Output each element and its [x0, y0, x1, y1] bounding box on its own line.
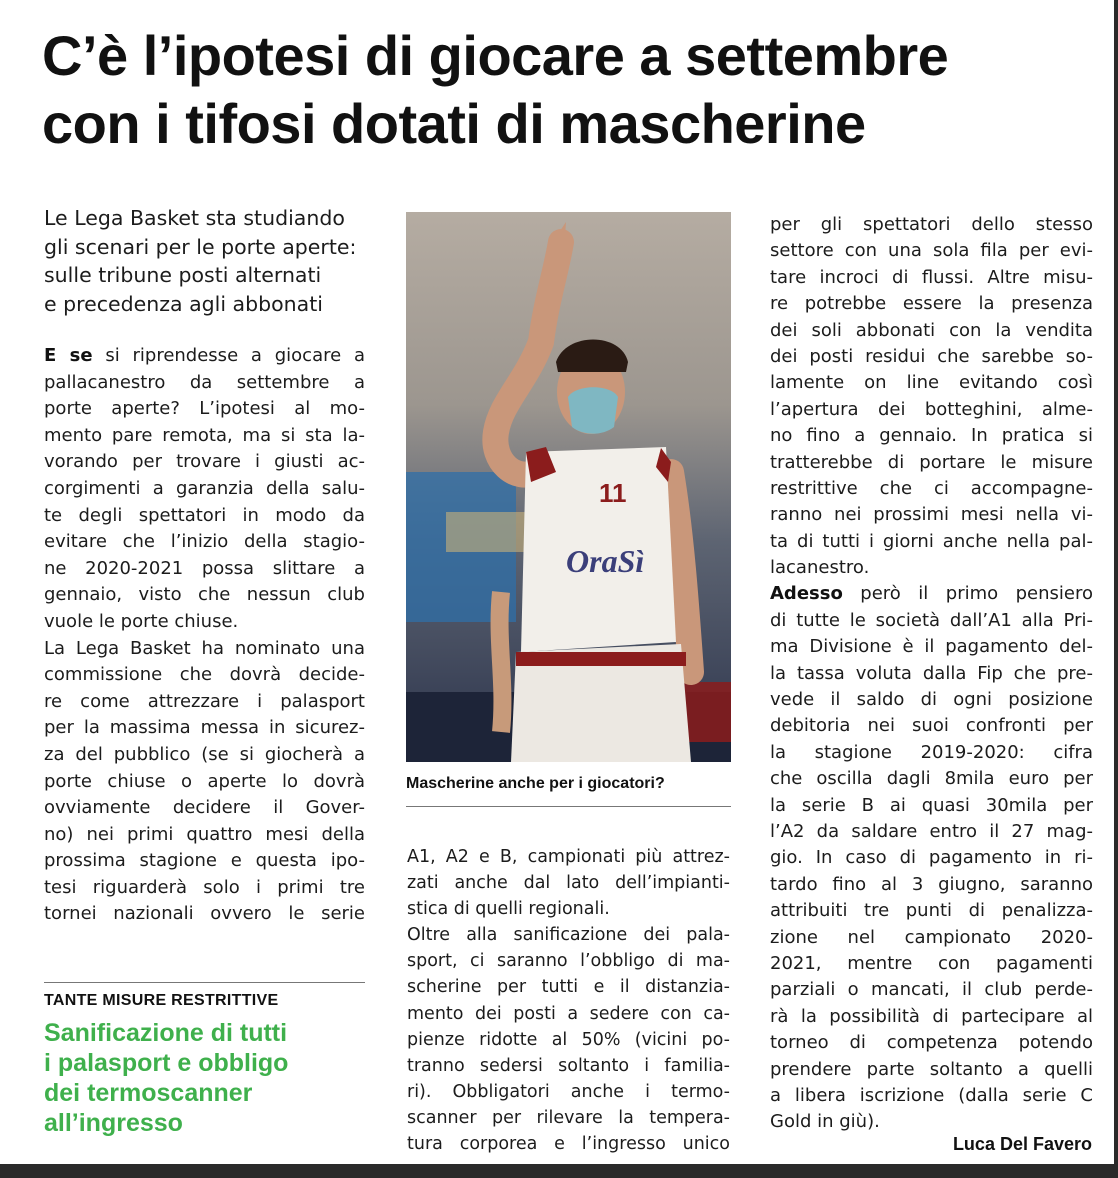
text-line: gio. In caso di pagamento in ri-	[770, 847, 1093, 869]
text-line	[44, 343, 365, 370]
sidebar-title	[44, 1018, 374, 1138]
subhead-line: Le Lega Basket sta studiando	[44, 206, 345, 230]
text-line: l’A2 da saldare entro il 27 mag-	[770, 820, 1093, 842]
text-line: attribuiti tre punti di penalizza-	[770, 900, 1093, 922]
lead-in-bold: E se	[44, 345, 93, 366]
page-edge-bottom	[0, 1164, 1118, 1178]
text-line: tranno sedersi soltanto i familia-	[407, 1055, 730, 1076]
lead-in-rest: però il primo pensiero	[842, 583, 1093, 605]
text-line: stica di quelli regionali.	[407, 899, 610, 920]
text-line: settore con una sola fila per evi-	[770, 240, 1093, 262]
text-line: ta di tutti i giorni anche nella pal-	[770, 530, 1093, 552]
text-line: vuole le porte chiuse.	[44, 610, 239, 632]
headline-line: C’è l’ipotesi di giocare a settembre	[42, 24, 949, 87]
text-line	[770, 581, 1093, 607]
sidebar-kicker: TANTE MISURE RESTRITTIVE	[44, 992, 279, 1009]
article-subheadline	[44, 204, 374, 318]
author-byline: Luca Del Favero	[952, 1134, 1092, 1154]
text-line: re come attrezzare i palasport	[44, 690, 365, 712]
text-line: torneo di competenza potendo	[770, 1032, 1093, 1054]
jersey-sponsor: OraSì	[566, 543, 645, 579]
subhead-line: sulle tribune posti alternati	[44, 263, 322, 287]
text-line: la stagione 2019-2020: cifra	[770, 741, 1093, 763]
text-line: che oscilla dagli 8mila euro per	[770, 768, 1093, 790]
text-line: l’apertura dei botteghini, alme-	[770, 398, 1093, 420]
text-line: evitare che l’inizio della stagio-	[44, 531, 365, 553]
text-line: porte chiuse o aperte lo dovrà	[44, 770, 365, 792]
text-line: scherine per tutti e il distanzia-	[407, 977, 730, 998]
text-line: zione nel campionato 2020-	[770, 926, 1093, 948]
text-line: dei soli abbonati con la vendita	[770, 319, 1093, 341]
basketball-player-photo	[406, 212, 731, 762]
text-line: La Lega Basket ha nominato una	[44, 637, 365, 659]
text-line: tesi riguarderà solo i primi tre	[44, 876, 365, 898]
text-line: ovviamente decidere il Gover-	[44, 797, 365, 819]
text-line: ne 2020-2021 possa slittare a	[44, 557, 365, 579]
lead-in-rest: si riprendesse a giocare a	[92, 345, 365, 366]
text-line: mento pare remota, ma si sta la-	[44, 424, 365, 446]
text-line: ri). Obbligatori anche i termo-	[407, 1081, 730, 1102]
text-line: dei posti residui che sarebbe so-	[770, 345, 1093, 367]
sidebar-divider	[44, 982, 365, 983]
text-line: zati anche dal lato dell’impianti-	[407, 873, 730, 894]
text-line: sport, ci saranno l’obbligo di ma-	[407, 951, 730, 972]
text-line: tura corporea e l’ingresso unico	[407, 1134, 730, 1155]
jersey-number: 11	[599, 478, 627, 508]
lead-in-bold: Adesso	[770, 583, 843, 605]
text-line: di tutte le società dall’A1 alla Pri-	[770, 609, 1093, 631]
subhead-line: e precedenza agli abbonati	[44, 291, 323, 316]
text-line: per gli spettatori dello stesso	[770, 214, 1093, 235]
article-headline	[42, 22, 1102, 158]
headline-line: con i tifosi dotati di mascherine	[42, 92, 866, 155]
article-photo	[406, 212, 731, 762]
page-edge-right	[1114, 0, 1118, 1178]
sidebar-title-line: all’ingresso	[44, 1109, 183, 1137]
text-line: pallacanestro da settembre a	[44, 371, 365, 393]
text-line: porte aperte? L’ipotesi al mo-	[44, 398, 365, 420]
text-line: vorando per trovare i giusti ac-	[44, 451, 365, 473]
article-column-3	[770, 212, 1093, 1136]
text-line: prossima stagione e questa ipo-	[44, 850, 365, 872]
text-line: te degli spettatori in modo da	[44, 504, 365, 526]
article-column-2	[407, 844, 730, 1157]
text-line: mento dei posti a sedere con ca-	[407, 1003, 730, 1024]
text-line: vede il saldo di ogni posizione	[770, 689, 1093, 711]
text-line: A1, A2 e B, campionati più attrez-	[407, 847, 730, 867]
text-line: scanner per rilevare la tempera-	[407, 1107, 730, 1128]
text-line: no fino a gennaio. In pratica si	[770, 425, 1093, 447]
text-line: ranno nei prossimi mesi nella vi-	[770, 504, 1093, 526]
caption-divider	[406, 806, 731, 807]
text-line: Gold in giù).	[770, 1111, 880, 1133]
text-line: a libera iscrizione (dalla serie C	[770, 1084, 1093, 1106]
text-line: la tassa voluta dalla Fip che pre-	[770, 662, 1093, 684]
text-line: za del pubblico (se si giocherà a	[44, 743, 365, 765]
text-line: la serie B ai quasi 30mila per	[770, 794, 1093, 816]
article-column-1	[44, 343, 365, 928]
sidebar-title-line: Sanificazione di tutti	[44, 1019, 288, 1047]
text-line: tornei nazionali ovvero le serie	[44, 903, 365, 925]
text-line: tratterebbe di portare le misure	[770, 451, 1093, 473]
photo-caption: Mascherine anche per i giocatori?	[406, 775, 665, 792]
text-line: tare incroci di flussi. Altre misu-	[770, 266, 1093, 288]
sidebar-title-line: dei termoscanner	[44, 1079, 253, 1107]
text-line: restrittive che ci accompagne-	[770, 477, 1093, 499]
text-line: re potrebbe essere la presenza	[770, 293, 1093, 315]
text-line: corgimenti a garanzia della salu-	[44, 477, 365, 499]
text-line: commissione che dovrà decide-	[44, 664, 365, 686]
text-line: lacanestro.	[770, 557, 870, 579]
sidebar-title-line: i palasport e obbligo	[44, 1049, 289, 1077]
text-line: debitoria nei suoi confronti per	[770, 715, 1093, 737]
text-line: lamente on line evitando così	[770, 372, 1093, 394]
text-line: per la massima messa in sicurez-	[44, 717, 365, 739]
text-line: Oltre alla sanificazione dei pala-	[407, 925, 730, 946]
text-line: tardo fino al 3 giugno, saranno	[770, 873, 1093, 895]
text-line: pienze ridotte al 50% (vicini po-	[407, 1029, 730, 1050]
text-line: 2021, mentre con pagamenti	[770, 952, 1093, 974]
subhead-line: gli scenari per le porte aperte:	[44, 234, 357, 259]
text-line: gennaio, visto che nessun club	[44, 584, 365, 606]
text-line: no) nei primi quattro mesi della	[44, 823, 365, 845]
text-line: ma Divisione è il pagamento del-	[770, 636, 1093, 658]
text-line: rà la possibilità di partecipare al	[770, 1005, 1093, 1027]
text-line: parziali o mancati, il club perde-	[770, 979, 1093, 1001]
text-line: prendere parte soltanto a quelli	[770, 1058, 1093, 1080]
